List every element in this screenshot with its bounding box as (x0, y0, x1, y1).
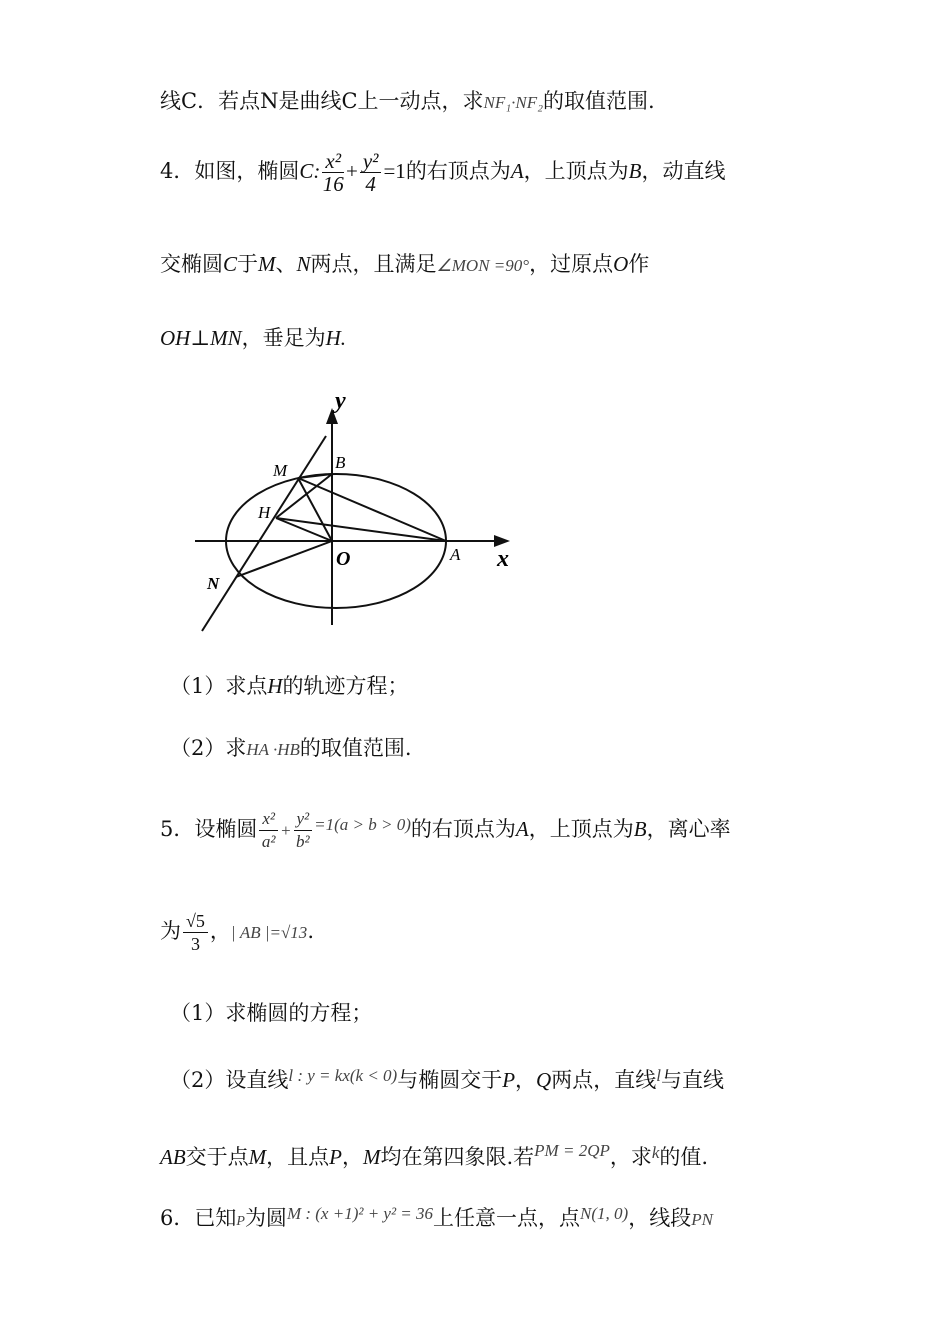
angle-condition: ∠MON =90° (436, 256, 530, 275)
problem-5-line-1: 5．设椭圆 $\frac{\text{x²}}{\text{a²}}$ + $\frac{\text{y²}}{\text{b²}}$ $^{=1(a > b > 0)}$的右顶点为A，上顶点为B，离心率 (160, 809, 731, 851)
fraction-x: $\frac{\text{x²}}{16}$ (322, 149, 344, 196)
problem-4-line-2: 交椭圆C于M、N两点，且满足∠MON =90°，过原点O作 (160, 252, 650, 276)
fraction-y-b: $\frac{\text{y²}}{\text{b²}}$ (294, 808, 313, 853)
point-a-label: A (450, 545, 461, 564)
ab-length: | AB |=√13 (230, 923, 308, 942)
y-axis-label: y (335, 388, 346, 414)
segment-on (236, 541, 332, 577)
circle-equation: M : (x +1)² + y² = 36 (286, 1204, 434, 1223)
point-b-label: B (335, 453, 346, 472)
problem-5-line-2: 为 $\frac{√5}{3}$ ，| AB |=√13. (160, 911, 314, 954)
problem-5-question-2-line-2: AB交于点M，且点P，M均在第四象限.若$^{PM = 2QP}$，求$^k$的值. (160, 1141, 709, 1169)
problem-4-line-1: 4．如图，椭圆C: $\frac{\text{x²}}{16}$ + $\frac{\text{y²}}{4}$ =1的右顶点为A，上顶点为B，动直线 (160, 149, 726, 196)
origin-label: O (336, 548, 351, 570)
point-n: N(1, 0) (580, 1204, 629, 1223)
problem-6-line-1: 6．已知P为圆$^{M : (x +1)^2 + y^2 = 36}$上任意一点，点$^{N(1, 0)}$，线段PN (160, 1204, 713, 1230)
p3-continuation: 线C．若点N是曲线C上一动点，求NF₁·NF₂的取值范围. (160, 89, 655, 113)
problem-5-question-2-line-1: （2）设直线$^{l : y = kx(k < 0)}$与椭圆交于P，Q两点，直线$^l$与直线 (170, 1066, 724, 1092)
point-h-label: H (258, 503, 271, 522)
line-mn (202, 436, 326, 631)
problem-4-question-2: （2）求HA ·HB的取值范围. (170, 736, 412, 760)
dot-product: HA ·HB (246, 740, 300, 759)
x-axis-label: x (497, 546, 509, 572)
fraction-x-a: $\frac{\text{x²}}{\text{a²}}$ (259, 808, 278, 853)
vector-product: NF₁·NF₂ (483, 93, 544, 112)
point-n-label: N (207, 574, 220, 593)
line-equation: l : y = kx(k < 0) (288, 1066, 398, 1085)
problem-5-question-1: （1）求椭圆的方程； (170, 1001, 373, 1025)
ellipse-figure (190, 385, 530, 637)
eccentricity-fraction: $\frac{√5}{3}$ (183, 910, 208, 955)
fraction-y: $\frac{\text{y²}}{4}$ (360, 150, 382, 195)
point-m-label: M (273, 461, 288, 480)
problem-4-question-1: （1）求点H的轨迹方程； (170, 674, 409, 698)
vector-condition: PM = 2QP (534, 1141, 610, 1160)
ellipse-condition: =1(a > b > 0) (314, 815, 411, 834)
problem-4-line-3: OH⊥MN，垂足为H. (160, 326, 347, 350)
